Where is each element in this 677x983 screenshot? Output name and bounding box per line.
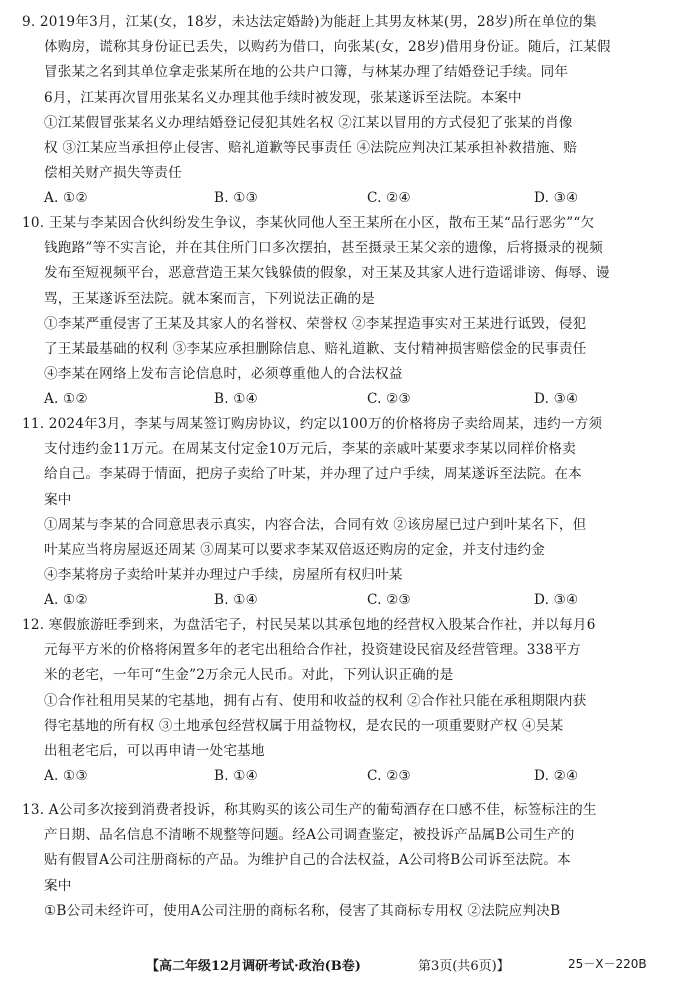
question-9 — [22, 10, 654, 211]
question-text-line: 冒张某之名到其单位拿走张某所在地的公共户口簿，与林某办理了结婚登记手续。同年 — [44, 64, 569, 81]
option-b: B. ①④ — [214, 768, 259, 785]
question-text-line: ④李某将房子卖给叶某并办理过户手续，房屋所有权归叶某 — [44, 567, 403, 584]
question-text-line: ①江某假冒张某名义办理结婚登记侵犯其姓名权 ②江某以冒用的方式侵犯了张某的肖像 — [44, 114, 573, 131]
question-text-line: ①合作社租用吴某的宅基地，拥有占有、使用和收益的权利 ②合作社只能在承租期限内获 — [44, 692, 587, 709]
question-text-line: 贴有假冒A公司注册商标的产品。为维护自己的合法权益，A公司将B公司诉至法院。本 — [44, 852, 571, 869]
option-b: B. ①③ — [214, 190, 259, 207]
question-text-line: 11. 2024年3月，李某与周某签订购房协议，约定以100万的价格将房子卖给周某，违约一方须 — [22, 416, 603, 432]
option-b: B. ①④ — [214, 592, 259, 609]
question-text-line: 骂，王某遂诉至法院。就本案而言，下列说法正确的是 — [44, 290, 376, 307]
question-text-line: 支付违约金11万元。在周某支付定金10万元后，李某的亲戚叶某要求李某以同样价格卖 — [44, 441, 576, 458]
option-a: A. ①② — [44, 592, 88, 609]
answer-options — [22, 588, 654, 613]
question-text-line: 发布至短视频平台，恶意营造王某欠钱躲债的假象，对王某及其家人进行造谣诽谤、侮辱、谩 — [44, 265, 610, 282]
option-c: C. ②③ — [367, 592, 411, 609]
option-d: D. ③④ — [534, 592, 579, 609]
option-b: B. ①④ — [214, 391, 259, 408]
question-text-line: 体购房，谎称其身份证已丢失，以购药为借口，向张某(女，28岁)借用身份证。随后，江某假 — [44, 39, 611, 56]
option-a: A. ①② — [44, 391, 88, 408]
question-text-line: ④李某在网络上发布言论信息时，必须尊重他人的合法权益 — [44, 366, 403, 383]
question-text-line: 12. 寒假旅游旺季到来，为盘活宅子，村民吴某以其承包地的经营权入股某合作社，并以每月6 — [22, 617, 596, 633]
question-12 — [22, 613, 654, 789]
option-d: D. ②④ — [534, 768, 579, 785]
question-text-line: 9. 2019年3月，江某(女，18岁，未达法定婚龄)为能赶上其男友林某(男，28岁)所在单位的集 — [22, 14, 597, 30]
exam-code: 25－X－220B — [568, 957, 647, 971]
option-d: D. ③④ — [534, 391, 579, 408]
page-number: 第3页(共6页)】 — [418, 959, 510, 974]
question-text-line: 了王某最基础的权利 ③李某应承担删除信息、赔礼道歉、支付精神损害赔偿金的民事责任 — [44, 341, 587, 358]
option-c: C. ②④ — [367, 190, 411, 207]
question-text-line: 权 ③江某应当承担停止侵害、赔礼道歉等民事责任 ④法院应判决江某承担补救措施、赔 — [44, 140, 578, 157]
question-text-line: ①李某严重侵害了王某及其家人的名誉权、荣誉权 ②李某捏造事实对王某进行诋毁，侵犯 — [44, 315, 587, 332]
question-text-line: 得宅基地的所有权 ③土地承包经营权属于用益物权，是农民的一项重要财产权 ④吴某 — [44, 717, 564, 734]
question-text-line: 给自己。李某碍于情面，把房子卖给了叶某，并办理了过户手续，周某遂诉至法院。在本 — [44, 466, 582, 483]
question-text-line: 米的老宅，一年可“生金”2万余元人民币。对此，下列认识正确的是 — [44, 667, 454, 684]
question-text-line: 13. A公司多次接到消费者投诉，称其购买的该公司生产的葡萄酒存在口感不佳，标签标注的生 — [22, 802, 597, 818]
option-a: A. ①② — [44, 190, 88, 207]
question-text-line: 出租老宅后，可以再申请一处宅基地 — [44, 743, 265, 760]
question-11 — [22, 412, 654, 613]
question-text-line: 钱跑路”等不实言论，并在其住所门口多次摆拍，甚至摄录王某父亲的遗像，后将摄录的视频 — [44, 240, 603, 257]
option-d: D. ③④ — [534, 190, 579, 207]
question-text-line: 产日期、品名信息不清晰不规整等问题。经A公司调查鉴定，被投诉产品属B公司生产的 — [44, 827, 575, 844]
question-text-line: 案中 — [44, 491, 72, 508]
question-text-line: 元每平方米的价格将闲置多年的老宅出租给合作社，投资建设民宿及经营管理。338平方 — [44, 642, 581, 659]
answer-options — [22, 186, 654, 211]
question-text-line: 叶某应当将房屋返还周某 ③周某可以要求李某双倍返还购房的定金，并支付违约金 — [44, 542, 546, 559]
question-text-line: 10. 王某与李某因合伙纠纷发生争议，李某伙同他人至王某所在小区，散布王某“品行恶劣”“欠 — [22, 215, 595, 231]
answer-options — [22, 764, 654, 789]
question-text-line: 案中 — [44, 877, 72, 894]
option-c: C. ②③ — [367, 391, 411, 408]
option-c: C. ②③ — [367, 768, 411, 785]
question-10 — [22, 211, 654, 412]
option-a: A. ①③ — [44, 768, 88, 785]
question-13 — [22, 798, 654, 924]
question-text-line: 6月，江某再次冒用张某名义办理其他手续时被发现，张某遂诉至法院。本案中 — [44, 89, 522, 106]
question-text-line: 偿相关财产损失等责任 — [44, 165, 182, 182]
exam-title: 【高二年级12月调研考试·政治(B卷) — [146, 959, 361, 974]
question-text-line: ①周某与李某的合同意思表示真实，内容合法，合同有效 ②该房屋已过户到叶某名下，但 — [44, 516, 587, 533]
question-text-line: ①B公司未经许可，使用A公司注册的商标名称，侵害了其商标专用权 ②法院应判决B — [44, 902, 561, 919]
answer-options — [22, 387, 654, 412]
